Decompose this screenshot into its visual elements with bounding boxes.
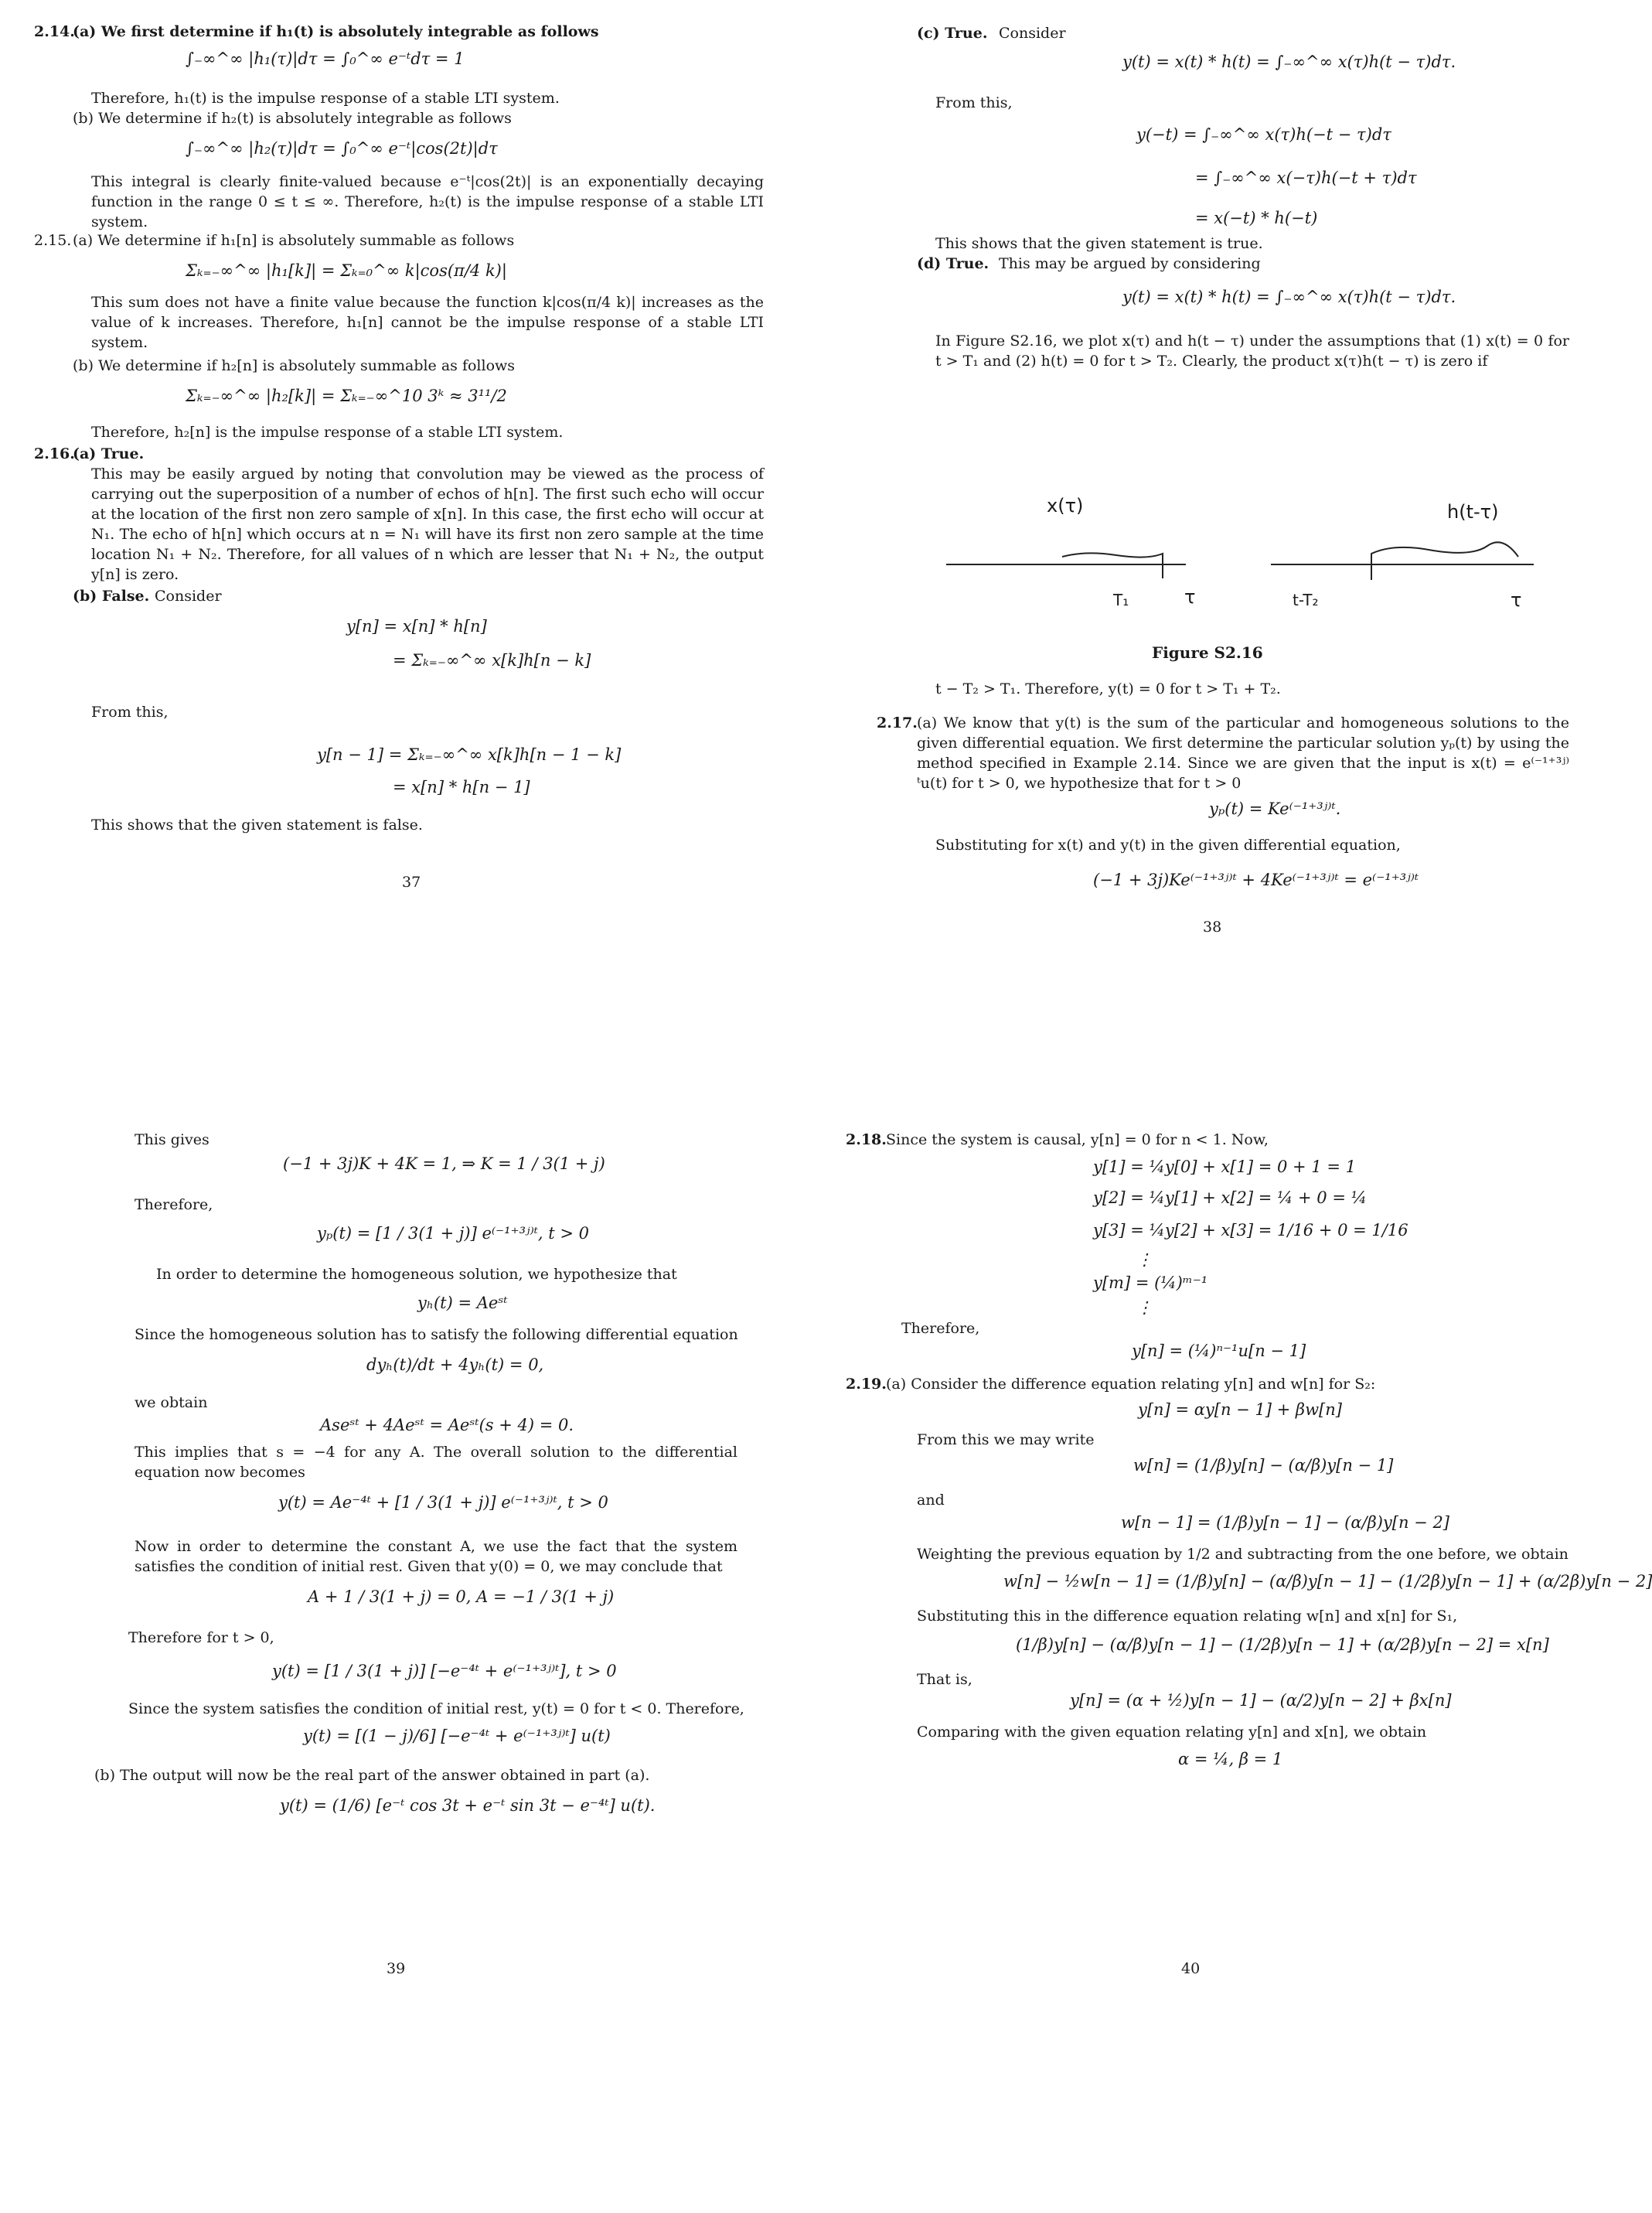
section-number: 2.16.	[34, 445, 75, 462]
equation: w[n − 1] = (1/β)y[n − 1] − (α/β)y[n − 2]	[1121, 1513, 1449, 1532]
text-line: Consider	[155, 588, 222, 605]
figure-label: τ	[1184, 586, 1196, 608]
equation: y[n] = x[n] * h[n]	[346, 617, 487, 636]
text-line: This shows that the given statement is false.	[91, 817, 423, 834]
text-line: Since the homogeneous solution has to satisfy the following differential equation	[135, 1326, 738, 1343]
paragraph: Now in order to determine the constant A, we use the fact that the system satisfies the condition of initial rest. Given that y(0) = 0, we may conclude that	[135, 1538, 737, 1575]
page-number: 38	[1203, 919, 1222, 936]
page-38	[792, 0, 1583, 1106]
page-number: 37	[402, 874, 421, 891]
equation: = ∫₋∞^∞ x(−τ)h(−t + τ)dτ	[1195, 169, 1417, 187]
figure-label: τ	[1511, 589, 1522, 611]
equation: ∫₋∞^∞ |h₁(τ)|dτ = ∫₀^∞ e⁻ᵗdτ = 1	[186, 49, 465, 68]
text-line: That is,	[917, 1671, 972, 1688]
item-head: (d) True.	[917, 255, 989, 272]
section-number: 2.19.	[846, 1376, 887, 1393]
section-number: 2.17.	[877, 714, 918, 731]
text-line: we obtain	[135, 1394, 208, 1411]
paragraph: This implies that s = −4 for any A. The overall solution to the differential equation now becomes	[135, 1444, 737, 1481]
item-head: (b) False.	[73, 588, 150, 605]
text-line: (a) We first determine if h₁(t) is absolutely integrable as follows	[73, 23, 599, 40]
text-line: (b) We determine if h₂(t) is absolutely integrable as follows	[73, 110, 512, 127]
equation: (1/β)y[n] − (α/β)y[n − 1] − (1/2β)y[n − 1] + (α/2β)y[n − 2] = x[n]	[1016, 1635, 1549, 1654]
text-line: Substituting for x(t) and y(t) in the given differential equation,	[935, 837, 1401, 854]
text-line: This may be argued by considering	[999, 255, 1261, 272]
figure-label: t-T₂	[1293, 591, 1319, 609]
equation: = Σₖ₌₋∞^∞ x[k]h[n − k]	[393, 651, 591, 670]
text-line: From this we may write	[917, 1431, 1095, 1448]
text-line: Substituting this in the difference equation relating w[n] and x[n] for S₁,	[917, 1608, 1458, 1625]
equation: y[n − 1] = Σₖ₌₋∞^∞ x[k]h[n − 1 − k]	[317, 745, 622, 764]
equation: y(t) = Ae⁻⁴ᵗ + [1 / 3(1 + j)] e⁽⁻¹⁺³ʲ⁾ᵗ, t > 0	[278, 1493, 608, 1512]
ellipsis: ⋮	[1136, 1298, 1153, 1317]
page-40	[792, 1106, 1652, 2213]
text-line: Since the system satisfies the condition of initial rest, y(t) = 0 for t < 0. Therefore,	[128, 1700, 744, 1717]
text-line: From this,	[935, 94, 1013, 111]
paragraph: This sum does not have a finite value because the function k|cos(π/4 k)| increases as the value of k increases. Therefore, h₁[n] cannot be the impulse response of a stable LTI system.	[91, 294, 764, 351]
paragraph: In Figure S2.16, we plot x(τ) and h(t − τ) under the assumptions that (1) x(t) = 0 for t > T₁ and (2) h(t) = 0 for t > T₂. Clearly, the product x(τ)h(t − τ) is zero if	[935, 332, 1569, 370]
equation: y(t) = x(t) * h(t) = ∫₋∞^∞ x(τ)h(t − τ)dτ.	[1122, 53, 1456, 71]
equation: y[3] = ¼y[2] + x[3] = 1/16 + 0 = 1/16	[1093, 1221, 1408, 1239]
figure-label: T₁	[1113, 591, 1129, 609]
section-number: 2.18.	[846, 1131, 887, 1148]
equation: (−1 + 3j)Ke⁽⁻¹⁺³ʲ⁾ᵗ + 4Ke⁽⁻¹⁺³ʲ⁾ᵗ = e⁽⁻¹⁺³ʲ⁾ᵗ	[1093, 871, 1419, 889]
text-line: Weighting the previous equation by 1/2 and subtracting from the one before, we obtain	[917, 1546, 1569, 1563]
text-line: Comparing with the given equation relating y[n] and x[n], we obtain	[917, 1724, 1427, 1741]
text-line: (b) The output will now be the real part of the answer obtained in part (a).	[94, 1767, 650, 1784]
text-line: Therefore, h₁(t) is the impulse response of a stable LTI system.	[91, 90, 560, 107]
equation: Aseˢᵗ + 4Aeˢᵗ = Aeˢᵗ(s + 4) = 0.	[320, 1416, 574, 1434]
equation: y(t) = x(t) * h(t) = ∫₋∞^∞ x(τ)h(t − τ)dτ.	[1122, 288, 1456, 306]
text-line: Therefore for t > 0,	[128, 1629, 274, 1646]
equation: y(t) = [(1 − j)/6] [−e⁻⁴ᵗ + e⁽⁻¹⁺³ʲ⁾ᵗ] u(t)	[303, 1727, 611, 1745]
equation: dyₕ(t)/dt + 4yₕ(t) = 0,	[366, 1355, 544, 1374]
paragraph: This integral is clearly finite-valued because e⁻ᵗ|cos(2t)| is an exponentially decaying function in the range 0 ≤ t ≤ ∞. Therefore, h₂(t) is the impulse response of a stable LTI system.	[91, 173, 764, 230]
equation: w[n] − ½w[n − 1] = (1/β)y[n] − (α/β)y[n − 1] − (1/2β)y[n − 1] + (α/2β)y[n − 2]	[1003, 1572, 1652, 1591]
equation: yₚ(t) = Ke⁽⁻¹⁺³ʲ⁾ᵗ.	[1209, 800, 1341, 818]
equation: y(t) = [1 / 3(1 + j)] [−e⁻⁴ᵗ + e⁽⁻¹⁺³ʲ⁾ᵗ], t > 0	[272, 1662, 617, 1680]
equation: w[n] = (1/β)y[n] − (α/β)y[n − 1]	[1133, 1456, 1394, 1475]
page-37	[0, 0, 792, 1106]
equation: yₚ(t) = [1 / 3(1 + j)] e⁽⁻¹⁺³ʲ⁾ᵗ, t > 0	[317, 1224, 590, 1243]
figure-label: h(t-τ)	[1447, 501, 1499, 523]
text-line: Therefore,	[901, 1320, 980, 1337]
text-line: (b) We determine if h₂[n] is absolutely summable as follows	[73, 357, 516, 374]
item-head: (a) True.	[73, 445, 145, 462]
text-line: This shows that the given statement is true.	[935, 235, 1263, 252]
equation: = x(−t) * h(−t)	[1195, 209, 1318, 227]
equation: (−1 + 3j)K + 4K = 1, ⇒ K = 1 / 3(1 + j)	[283, 1154, 605, 1173]
text-line: (a) Consider the difference equation relating y[n] and w[n] for S₂:	[886, 1376, 1376, 1393]
equation: yₕ(t) = Aeˢᵗ	[417, 1294, 508, 1312]
section-number: 2.14.	[34, 23, 75, 40]
text-line: In order to determine the homogeneous solution, we hypothesize that	[156, 1266, 677, 1283]
text-line: (a) We determine if h₁[n] is absolutely summable as follows	[73, 232, 515, 249]
equation: = x[n] * h[n − 1]	[393, 778, 530, 796]
equation: α = ¼, β = 1	[1178, 1750, 1283, 1768]
equation: Σₖ₌₋∞^∞ |h₁[k]| = Σₖ₌₀^∞ k|cos(π/4 k)|	[186, 261, 507, 280]
text-line: Therefore,	[135, 1196, 213, 1213]
equation: y[n] = (¼)ⁿ⁻¹u[n − 1]	[1132, 1342, 1306, 1360]
ellipsis: ⋮	[1136, 1250, 1153, 1269]
text-line: This gives	[135, 1131, 209, 1148]
equation: y[m] = (¼)ᵐ⁻¹	[1093, 1274, 1208, 1292]
equation: y[2] = ¼y[1] + x[2] = ¼ + 0 = ¼	[1093, 1188, 1367, 1207]
equation: y(−t) = ∫₋∞^∞ x(τ)h(−t − τ)dτ	[1136, 125, 1391, 144]
text-line: t − T₂ > T₁. Therefore, y(t) = 0 for t > T₁ + T₂.	[935, 680, 1281, 697]
text-line: Since the system is causal, y[n] = 0 for n < 1. Now,	[886, 1131, 1269, 1148]
figure-label: x(τ)	[1047, 495, 1084, 517]
item-head: (c) True.	[917, 25, 988, 42]
equation: y[n] = αy[n − 1] + βw[n]	[1138, 1400, 1342, 1419]
paragraph: This may be easily argued by noting that convolution may be viewed as the process of carrying out the superposition of a number of echos of h[n]. The first such echo will occur at the location of the first non zero sample of x[n]. In this case, the first echo will occur at N₁. The echo of h[n] which occurs at n = N₁ will have its first non zero sample at the time location N₁ + N₂. Therefore, for all values of n which are lesser that N₁ + N₂, the output y[n] is zero.	[91, 465, 764, 583]
equation: y[n] = (α + ½)y[n − 1] − (α/2)y[n − 2] + βx[n]	[1070, 1691, 1452, 1710]
text-line: and	[917, 1492, 945, 1509]
paragraph: (a) We know that y(t) is the sum of the particular and homogeneous solutions to the given differential equation. We first determine the particular solution yₚ(t) by using the method specified in Example 2.14. Since we are given that the input is x(t) = e⁽⁻¹⁺³ʲ⁾ᵗu(t) for t > 0, we hypothesize that for t > 0	[917, 714, 1569, 792]
section-number: 2.15.	[34, 232, 72, 249]
text-line: Therefore, h₂[n] is the impulse response of a stable LTI system.	[91, 424, 564, 441]
figure-caption: Figure S2.16	[1152, 643, 1263, 662]
text-line: From this,	[91, 704, 169, 721]
equation: y[1] = ¼y[0] + x[1] = 0 + 1 = 1	[1093, 1158, 1356, 1176]
equation: ∫₋∞^∞ |h₂(τ)|dτ = ∫₀^∞ e⁻ᵗ|cos(2t)|dτ	[186, 139, 498, 158]
equation: y(t) = (1/6) [e⁻ᵗ cos 3t + e⁻ᵗ sin 3t − e⁻⁴ᵗ] u(t).	[280, 1796, 656, 1815]
page-39	[0, 1106, 792, 2213]
page-number: 39	[387, 1960, 406, 1977]
page-number: 40	[1181, 1960, 1201, 1977]
equation: A + 1 / 3(1 + j) = 0, A = −1 / 3(1 + j)	[308, 1587, 615, 1606]
text-line: Consider	[999, 25, 1066, 42]
equation: Σₖ₌₋∞^∞ |h₂[k]| = Σₖ₌₋∞^10 3ᵏ ≈ 3¹¹/2	[186, 387, 507, 405]
